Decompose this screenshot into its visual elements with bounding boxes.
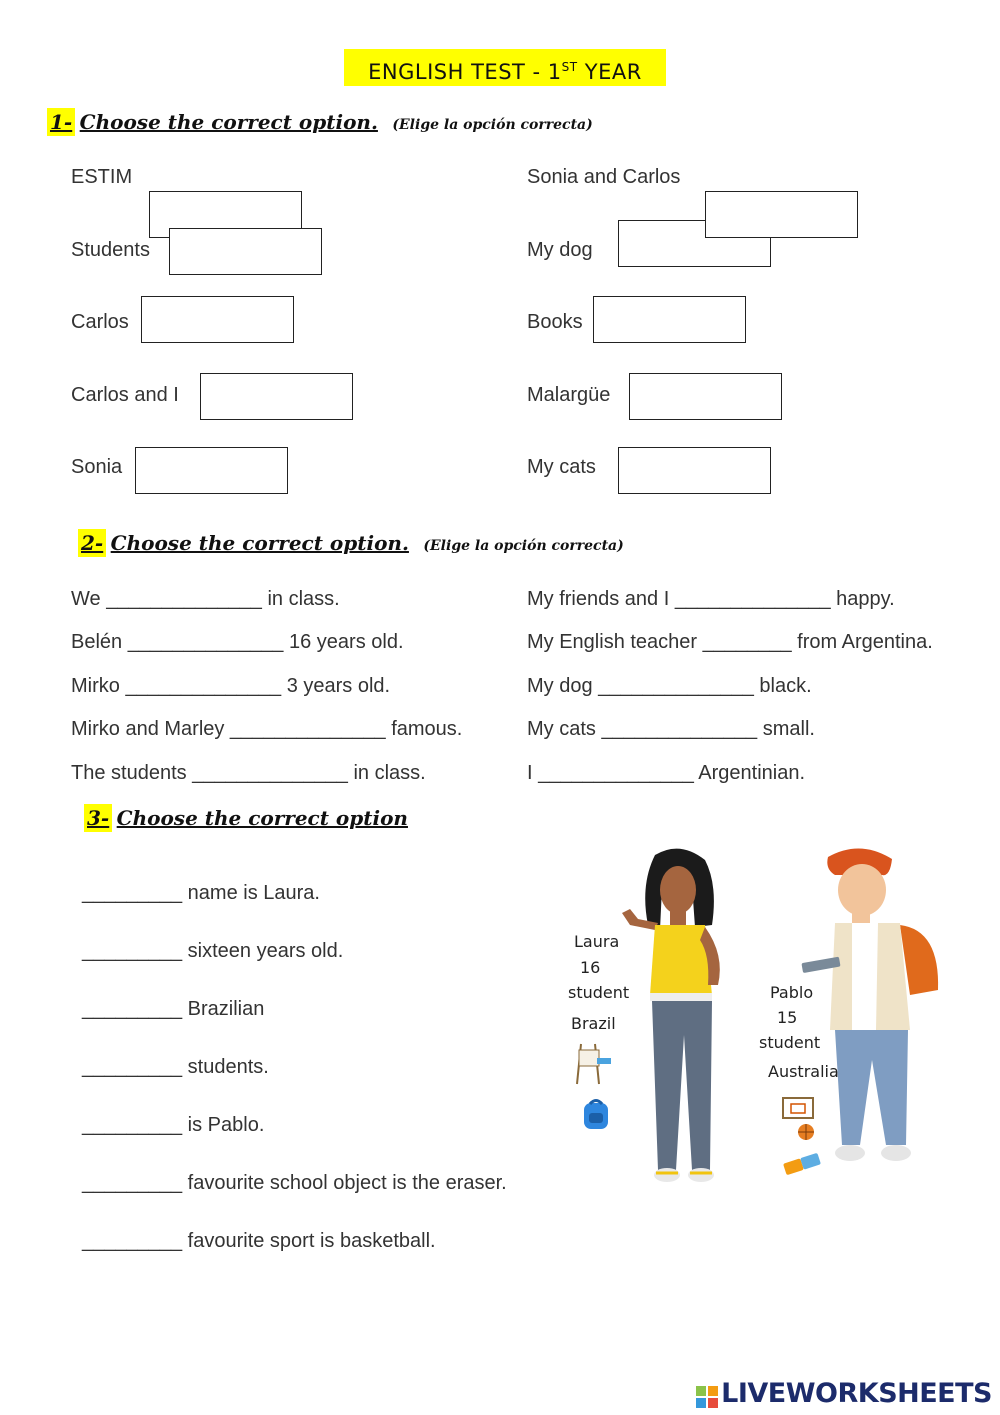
section3-number: 3- xyxy=(84,804,112,832)
section1-number: 1- xyxy=(47,108,75,136)
s1-right-label-3: Books xyxy=(527,311,583,333)
s1-right-answer-box-4[interactable] xyxy=(629,373,782,420)
s2-right-sentence-1[interactable]: My friends and I ______________ happy. xyxy=(527,588,895,610)
s2-left-sentence-1[interactable]: We ______________ in class. xyxy=(71,588,340,610)
s2-right-sentence-3[interactable]: My dog ______________ black. xyxy=(527,675,812,697)
eraser-icon xyxy=(780,1150,824,1178)
pablo-name: Pablo xyxy=(770,983,814,1002)
s2-left-sentence-3[interactable]: Mirko ______________ 3 years old. xyxy=(71,675,391,697)
laura-country: Brazil xyxy=(571,1014,616,1033)
s2-right-sentence-2[interactable]: My English teacher ________ from Argentina. xyxy=(527,631,933,653)
s1-right-label-2: My dog xyxy=(527,239,593,261)
liveworksheets-logo-icon xyxy=(696,1384,718,1406)
s1-right-label-1: Sonia and Carlos xyxy=(527,166,681,188)
pablo-country: Australia xyxy=(768,1062,839,1081)
pablo-role: student xyxy=(759,1033,821,1052)
laura-illustration xyxy=(600,845,750,1190)
s1-left-answer-box-3[interactable] xyxy=(141,296,294,343)
s1-left-answer-box-2[interactable] xyxy=(169,228,322,275)
s1-right-answer-box-1[interactable] xyxy=(705,191,858,238)
section3-heading xyxy=(84,806,408,830)
s3-sentence-3[interactable]: _________ Brazilian xyxy=(82,998,265,1020)
s3-sentence-7[interactable]: _________ favourite sport is basketball. xyxy=(82,1230,436,1252)
section2-subtitle: (Elige la opción correcta) xyxy=(423,538,624,554)
s3-sentence-5[interactable]: _________ is Pablo. xyxy=(82,1114,265,1136)
page-title: ENGLISH TEST - 1ST YEAR xyxy=(344,49,666,86)
section3-title: Choose the correct option xyxy=(116,806,408,830)
s1-right-label-5: My cats xyxy=(527,456,596,478)
laura-age: 16 xyxy=(580,958,601,977)
s3-sentence-6[interactable]: _________ favourite school object is the eraser. xyxy=(82,1172,507,1194)
section2-heading xyxy=(78,531,624,555)
s3-sentence-1[interactable]: _________ name is Laura. xyxy=(82,882,320,904)
section2-number: 2- xyxy=(78,529,106,557)
laura-role: student xyxy=(568,983,630,1002)
s1-left-label-1: ESTIM xyxy=(71,166,133,188)
s1-left-label-2: Students xyxy=(71,239,150,261)
easel-icon xyxy=(573,1040,613,1086)
pablo-age: 15 xyxy=(777,1008,798,1027)
section1-heading xyxy=(47,110,593,134)
laura-name: Laura xyxy=(574,932,620,951)
s1-right-label-4: Malargüe xyxy=(527,384,611,406)
s2-right-sentence-4[interactable]: My cats ______________ small. xyxy=(527,718,815,740)
s3-sentence-4[interactable]: _________ students. xyxy=(82,1056,269,1078)
backpack-icon xyxy=(580,1097,612,1131)
s2-left-sentence-2[interactable]: Belén ______________ 16 years old. xyxy=(71,631,404,653)
liveworksheets-logo: LIVEWORKSHEETS xyxy=(696,1378,992,1409)
s1-left-label-3: Carlos xyxy=(71,311,129,333)
basketball-hoop-icon xyxy=(780,1096,816,1142)
s2-left-sentence-4[interactable]: Mirko and Marley ______________ famous. xyxy=(71,718,463,740)
section1-title: Choose the correct option. xyxy=(79,110,378,134)
s1-right-answer-box-3[interactable] xyxy=(593,296,746,343)
s1-left-answer-box-4[interactable] xyxy=(200,373,353,420)
s1-left-label-5: Sonia xyxy=(71,456,123,478)
section2-title: Choose the correct option. xyxy=(110,531,409,555)
section1-subtitle: (Elige la opción correcta) xyxy=(392,117,593,133)
s1-left-answer-box-5[interactable] xyxy=(135,447,288,494)
s3-sentence-2[interactable]: _________ sixteen years old. xyxy=(82,940,344,962)
s2-left-sentence-5[interactable]: The students ______________ in class. xyxy=(71,762,426,784)
s1-right-answer-box-5[interactable] xyxy=(618,447,771,494)
s1-left-label-4: Carlos and I xyxy=(71,384,179,406)
s2-right-sentence-5[interactable]: I ______________ Argentinian. xyxy=(527,762,806,784)
